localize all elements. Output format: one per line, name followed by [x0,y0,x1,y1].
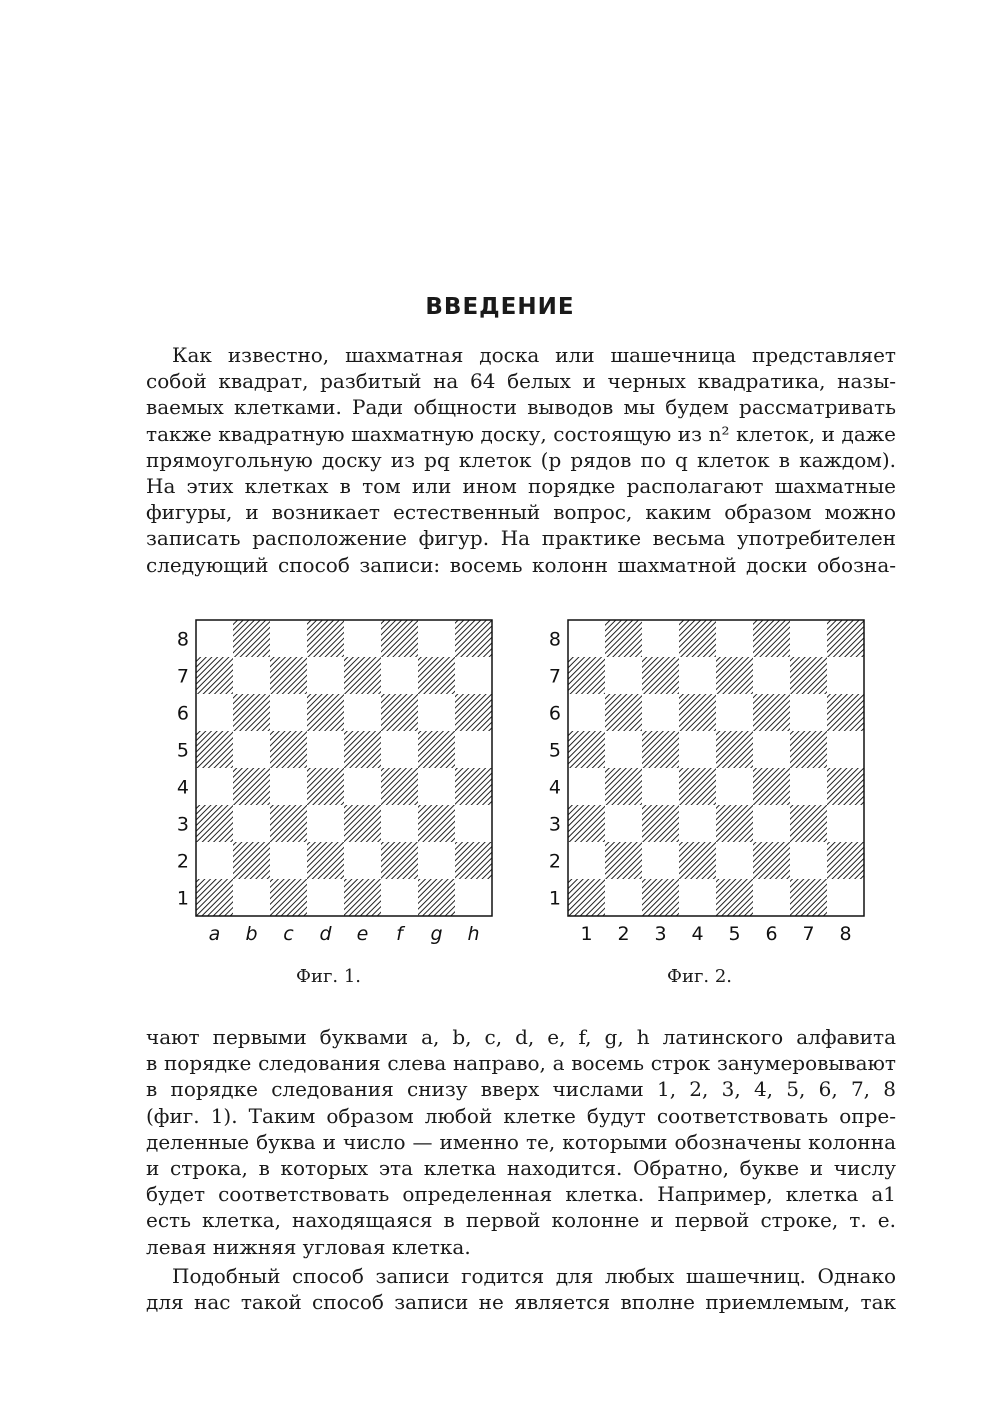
dark-square [753,768,790,805]
dark-square [679,768,716,805]
dark-square [679,694,716,731]
light-square [679,805,716,842]
dark-square [716,805,753,842]
light-square [233,805,270,842]
dark-square [381,694,418,731]
dark-square [381,842,418,879]
light-square [790,842,827,879]
rank-label: 2 [176,850,189,873]
light-square [196,768,233,805]
dark-square [196,731,233,768]
dark-square [455,620,492,657]
light-square [344,620,381,657]
rank-label: 8 [176,628,189,651]
rank-label: 2 [548,850,561,873]
light-square [568,620,605,657]
dark-square [233,842,270,879]
text-line: собой квадрат, разбитый на 64 белых и черных квадратика, назы- [146,369,896,394]
dark-square [679,842,716,879]
light-square [790,694,827,731]
light-square [568,694,605,731]
rank-label: 5 [176,739,189,762]
light-square [455,657,492,694]
dark-square [418,731,455,768]
light-square [827,879,864,916]
file-label: 7 [802,923,815,945]
light-square [716,768,753,805]
file-label: a [208,923,221,945]
light-square [827,731,864,768]
figure-2-chessboard [540,616,865,956]
dark-square [381,768,418,805]
dark-square [455,842,492,879]
dark-square [196,879,233,916]
light-square [196,620,233,657]
light-square [233,731,270,768]
file-label: 2 [617,923,630,945]
dark-square [270,657,307,694]
dark-square [827,694,864,731]
light-square [196,842,233,879]
dark-square [827,620,864,657]
dark-square [753,620,790,657]
file-label: 5 [728,923,741,945]
dark-square [716,657,753,694]
file-label: 1 [580,923,593,945]
dark-square [307,768,344,805]
file-label: 4 [691,923,704,945]
rank-label: 4 [548,776,561,799]
dark-square [790,731,827,768]
dark-square [344,731,381,768]
rank-label: 3 [176,813,189,836]
light-square [418,694,455,731]
light-square [381,731,418,768]
dark-square [307,694,344,731]
dark-square [307,620,344,657]
figure-2-caption: Фиг. 2. [667,966,732,987]
file-label: d [319,923,332,945]
dark-square [568,879,605,916]
light-square [753,879,790,916]
light-square [568,842,605,879]
rank-label: 3 [548,813,561,836]
light-square [605,731,642,768]
file-label: e [356,923,369,945]
text-line: (фиг. 1). Таким образом любой клетке будут соответствовать опре- [146,1103,896,1128]
light-square [307,731,344,768]
light-square [233,879,270,916]
dark-square [642,731,679,768]
rank-label: 7 [176,665,189,688]
light-square [270,620,307,657]
light-square [679,731,716,768]
light-square [679,879,716,916]
text-line: для нас такой способ записи не является вполне приемлемым, так [146,1290,896,1315]
paragraph-remark [146,1263,896,1315]
light-square [344,694,381,731]
light-square [827,657,864,694]
light-square [307,805,344,842]
file-label: c [283,923,294,945]
text-line: в порядке следования слева направо, а восемь строк занумеровывают [146,1051,896,1076]
light-square [381,879,418,916]
text-line: На этих клетках в том или ином порядке располагают шахматные [146,473,896,498]
dark-square [605,842,642,879]
light-square [605,805,642,842]
text-line: в порядке следования снизу вверх числами 1, 2, 3, 4, 5, 6, 7, 8 [146,1077,896,1102]
dark-square [605,694,642,731]
dark-square [381,620,418,657]
dark-square [418,879,455,916]
text-line: левая нижняя угловая клетка. [146,1234,471,1259]
dark-square [827,842,864,879]
light-square [270,842,307,879]
dark-square [270,879,307,916]
page-title: ВВЕДЕНИЕ [425,294,575,320]
rank-label: 4 [176,776,189,799]
text-line: записать расположение фигур. На практике весьма употребителен [146,526,896,551]
light-square [270,694,307,731]
dark-square [605,768,642,805]
figure-1-caption: Фиг. 1. [296,966,361,987]
light-square [196,694,233,731]
file-label: b [245,923,258,945]
text-line: Подобный способ записи годится для любых шашечниц. Однако [172,1264,896,1288]
light-square [679,657,716,694]
dark-square [196,657,233,694]
light-square [642,694,679,731]
rank-label: 6 [176,702,189,725]
dark-square [716,879,753,916]
dark-square [233,694,270,731]
light-square [753,657,790,694]
light-square [418,768,455,805]
light-square [568,768,605,805]
light-square [827,805,864,842]
dark-square [716,731,753,768]
file-label: 3 [654,923,667,945]
light-square [270,768,307,805]
text-line: деленные буква и число — именно те, которыми обозначены колонна [146,1129,896,1154]
light-square [642,620,679,657]
dark-square [270,731,307,768]
dark-square [568,731,605,768]
file-label: f [396,923,403,945]
dark-square [270,805,307,842]
dark-square [233,768,270,805]
text-line: следующий способ записи: восемь колонн шахматной доски обозна- [146,552,896,577]
rank-label: 8 [548,628,561,651]
dark-square [568,805,605,842]
rank-label: 7 [548,665,561,688]
dark-square [753,842,790,879]
file-label: h [467,923,480,945]
text-line: ваемых клетками. Ради общности выводов мы будем рассматривать [146,395,896,420]
text-line: фигуры, и возникает естественный вопрос, каким образом можно [146,500,896,525]
dark-square [642,879,679,916]
light-square [307,879,344,916]
dark-square [568,657,605,694]
dark-square [344,879,381,916]
rank-label: 5 [548,739,561,762]
text-line: есть клетка, находящаяся в первой колонне и первой строке, т. е. [146,1208,896,1233]
light-square [307,657,344,694]
light-square [233,657,270,694]
light-square [455,805,492,842]
file-label: g [430,923,443,945]
text-line: чают первыми буквами a, b, c, d, e, f, g, h латинского алфавита [146,1025,896,1049]
text-line: прямоугольную доску из pq клеток (p рядов по q клеток в каждом). [146,447,896,472]
light-square [716,694,753,731]
paragraph-intro [146,342,896,578]
dark-square [307,842,344,879]
light-square [381,805,418,842]
light-square [455,731,492,768]
light-square [344,842,381,879]
light-square [605,879,642,916]
text-line: будет соответствовать определенная клетка. Например, клетка a1 [146,1182,896,1207]
dark-square [790,879,827,916]
rank-label: 1 [176,887,189,910]
dark-square [418,805,455,842]
figure-1-chessboard [176,616,490,956]
dark-square [344,805,381,842]
dark-square [233,620,270,657]
light-square [716,842,753,879]
light-square [716,620,753,657]
light-square [642,768,679,805]
dark-square [827,768,864,805]
dark-square [344,657,381,694]
light-square [418,842,455,879]
light-square [344,768,381,805]
dark-square [642,805,679,842]
light-square [381,657,418,694]
dark-square [790,657,827,694]
dark-square [753,694,790,731]
dark-square [605,620,642,657]
dark-square [679,620,716,657]
rank-label: 6 [548,702,561,725]
paragraph-notation [146,1024,896,1260]
light-square [642,842,679,879]
dark-square [196,805,233,842]
light-square [790,768,827,805]
rank-label: 1 [548,887,561,910]
light-square [605,657,642,694]
text-line: также квадратную шахматную доску, состоящую из n² клеток, и даже [146,421,896,446]
text-line: Как известно, шахматная доска или шашечница представляет [172,343,896,367]
dark-square [642,657,679,694]
file-label: 6 [765,923,778,945]
dark-square [790,805,827,842]
dark-square [418,657,455,694]
light-square [418,620,455,657]
dark-square [455,694,492,731]
light-square [790,620,827,657]
text-line: и строка, в которых эта клетка находится. Обратно, букве и числу [146,1155,896,1180]
file-label: 8 [839,923,852,945]
light-square [753,731,790,768]
dark-square [455,768,492,805]
light-square [455,879,492,916]
light-square [753,805,790,842]
